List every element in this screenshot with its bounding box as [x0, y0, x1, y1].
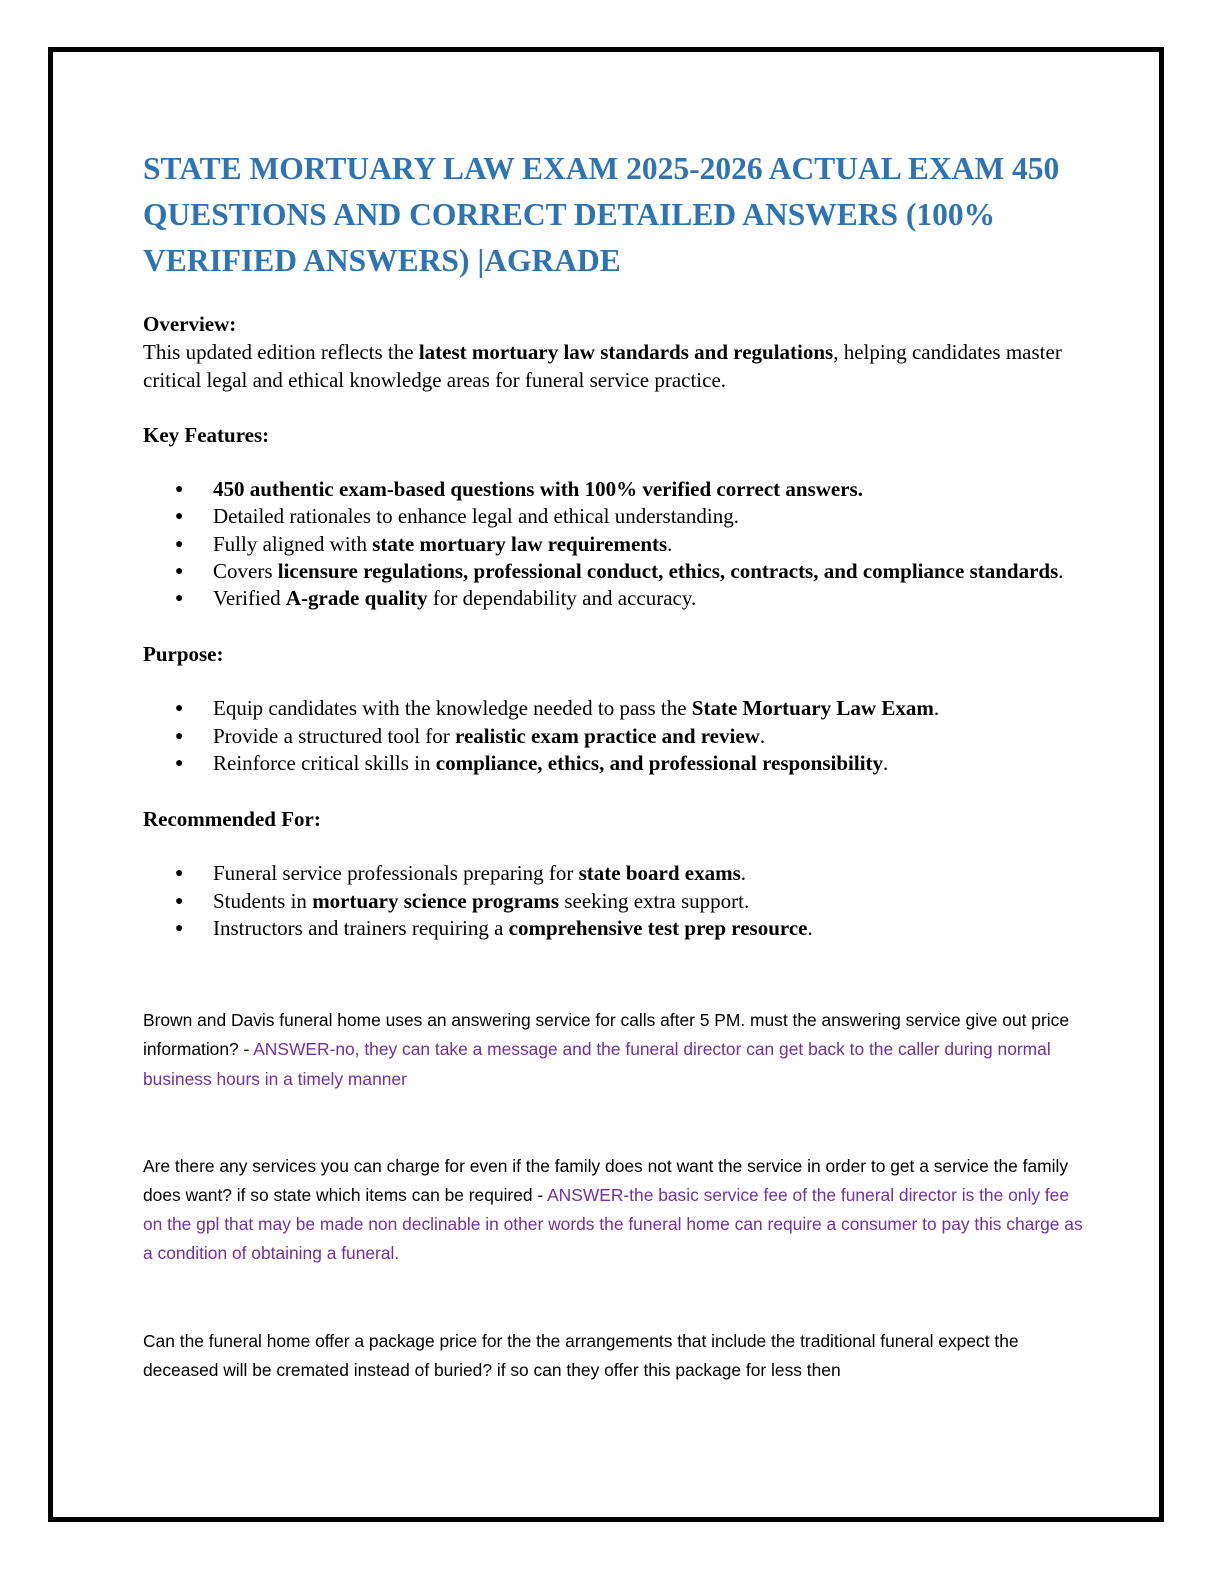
overview-text: This updated edition reflects the latest mortuary law standards and regulations, helping candidates master critical legal and ethical knowledge areas for funeral service practice. — [143, 340, 1062, 392]
question-text: Brown and Davis funeral home uses an answering service for calls after 5 PM. must the answering service give out price information? - — [143, 1010, 1069, 1060]
bullet-icon: ● — [175, 893, 184, 909]
list-item: ● Covers licensure regulations, professional conduct, ethics, contracts, and compliance standards. — [143, 558, 1083, 585]
document-title: STATE MORTUARY LAW EXAM 2025-2026 ACTUAL EXAM 450 QUESTIONS AND CORRECT DETAILED ANSWERS (100% VERIFIED ANSWERS) |AGRADE — [143, 151, 1060, 278]
list-item: ● Funeral service professionals preparing for state board exams. — [143, 860, 1083, 887]
list-item: ● Instructors and trainers requiring a comprehensive test prep resource. — [143, 915, 1083, 942]
list-item: ● Detailed rationales to enhance legal and ethical understanding. — [143, 503, 1083, 530]
list-item: ● Fully aligned with state mortuary law requirements. — [143, 531, 1083, 558]
list-item: ● Provide a structured tool for realistic exam practice and review. — [143, 723, 1083, 750]
bullet-icon: ● — [175, 536, 184, 552]
bullet-icon: ● — [175, 563, 184, 579]
purpose-heading: Purpose: — [143, 642, 224, 667]
qa-item — [143, 1327, 1088, 1385]
key-features-list — [143, 476, 1083, 612]
question-text: Can the funeral home offer a package price for the the arrangements that include the traditional funeral expect the deceased will be cremated instead of buried? if so can they offer this package for less then — [143, 1330, 1019, 1380]
answer-text: ANSWER-no, they can take a message and the funeral director can get back to the caller during normal business hours in a timely manner — [143, 1039, 1051, 1089]
list-item: ● 450 authentic exam-based questions with 100% verified correct answers. — [143, 476, 1083, 503]
recommended-list — [143, 860, 1083, 942]
list-item: ● Students in mortuary science programs seeking extra support. — [143, 888, 1083, 915]
bullet-icon: ● — [175, 482, 184, 497]
purpose-list — [143, 695, 1083, 777]
bullet-icon: ● — [175, 756, 184, 772]
list-item: ● Verified A-grade quality for dependability and accuracy. — [143, 585, 1083, 612]
answer-text: ANSWER-the basic service fee of the funeral director is the only fee on the gpl that may be made non declinable in other words the funeral home can require a consumer to pay this charge as a condition of obtaining a funeral. — [143, 1185, 1083, 1264]
document-content — [143, 146, 1083, 1385]
key-features-heading: Key Features: — [143, 423, 270, 447]
bullet-icon: ● — [175, 920, 184, 936]
recommended-heading: Recommended For: — [143, 807, 321, 832]
bullet-icon: ● — [175, 701, 184, 717]
qa-item — [143, 1006, 1088, 1094]
qa-item — [143, 1152, 1088, 1269]
question-text: Are there any services you can charge for even if the family does not want the service in order to get a service the family does want? if so state which items can be required - — [143, 1155, 1069, 1206]
list-item: ● Reinforce critical skills in compliance, ethics, and professional responsibility. — [143, 750, 1083, 777]
overview-heading: Overview: — [143, 312, 237, 336]
bullet-icon: ● — [175, 866, 184, 882]
bullet-icon: ● — [175, 728, 184, 744]
bullet-icon: ● — [175, 509, 184, 525]
list-item: ● Equip candidates with the knowledge needed to pass the State Mortuary Law Exam. — [143, 695, 1083, 722]
bullet-icon: ● — [175, 591, 184, 607]
